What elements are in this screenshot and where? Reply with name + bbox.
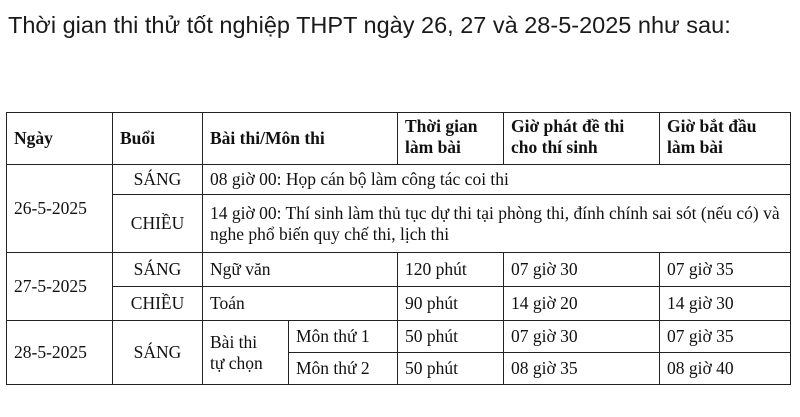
duration-cell: 90 phút — [398, 287, 504, 321]
table-row — [7, 321, 791, 353]
start-time-cell: 07 giờ 35 — [660, 321, 791, 353]
intro-text: Thời gian thi thử tốt nghiệp THPT ngày 26, 27 và 28-5-2025 như sau: — [8, 12, 731, 38]
subject-cell: Toán — [203, 287, 398, 321]
subject-cell: Môn thứ 1 — [289, 321, 398, 353]
subject-cell: Môn thứ 2 — [289, 353, 398, 385]
table-row — [7, 165, 791, 195]
header-duration-line1: Thời gian — [405, 116, 478, 136]
header-start — [660, 113, 791, 165]
table-row — [7, 195, 791, 253]
note-cell: 08 giờ 00: Họp cán bộ làm công tác coi thi — [203, 165, 791, 195]
session-cell: SÁNG — [113, 165, 203, 195]
note-cell: 14 giờ 00: Thí sinh làm thủ tục dự thi tại phòng thi, đính chính sai sót (nếu có) và nghe phổ biến quy chế thi, lịch thi — [203, 195, 791, 253]
elective-group-line1: Bài thi — [210, 331, 258, 352]
duration-cell: 50 phút — [398, 353, 504, 385]
header-session: Buổi — [113, 113, 203, 165]
header-release — [504, 113, 660, 165]
start-time-cell: 14 giờ 30 — [660, 287, 791, 321]
release-time-cell: 07 giờ 30 — [504, 321, 660, 353]
header-subject: Bài thi/Môn thi — [203, 113, 398, 165]
release-time-cell: 14 giờ 20 — [504, 287, 660, 321]
header-row — [7, 113, 791, 165]
header-start-line1: Giờ bắt đầu — [667, 116, 757, 136]
header-release-line2: cho thí sinh — [511, 137, 598, 157]
table-row — [7, 253, 791, 287]
day-cell: 27-5-2025 — [7, 253, 113, 321]
day-cell: 26-5-2025 — [7, 165, 113, 253]
session-cell: SÁNG — [113, 321, 203, 385]
start-time-cell: 07 giờ 35 — [660, 253, 791, 287]
header-duration — [398, 113, 504, 165]
session-cell: CHIỀU — [113, 195, 203, 253]
duration-cell: 50 phút — [398, 321, 504, 353]
header-start-line2: làm bài — [667, 137, 723, 157]
release-time-cell: 08 giờ 35 — [504, 353, 660, 385]
duration-cell: 120 phút — [398, 253, 504, 287]
session-cell: CHIỀU — [113, 287, 203, 321]
exam-schedule-table — [6, 112, 791, 385]
elective-group-line2: tự chọn — [210, 352, 263, 373]
header-release-line1: Giờ phát đề thi — [511, 116, 625, 136]
header-day: Ngày — [7, 113, 113, 165]
subject-cell: Ngữ văn — [203, 253, 398, 287]
session-cell: SÁNG — [113, 253, 203, 287]
start-time-cell: 08 giờ 40 — [660, 353, 791, 385]
elective-group-cell — [203, 321, 289, 385]
header-duration-line2: làm bài — [405, 137, 461, 157]
table-row — [7, 287, 791, 321]
release-time-cell: 07 giờ 30 — [504, 253, 660, 287]
day-cell: 28-5-2025 — [7, 321, 113, 385]
